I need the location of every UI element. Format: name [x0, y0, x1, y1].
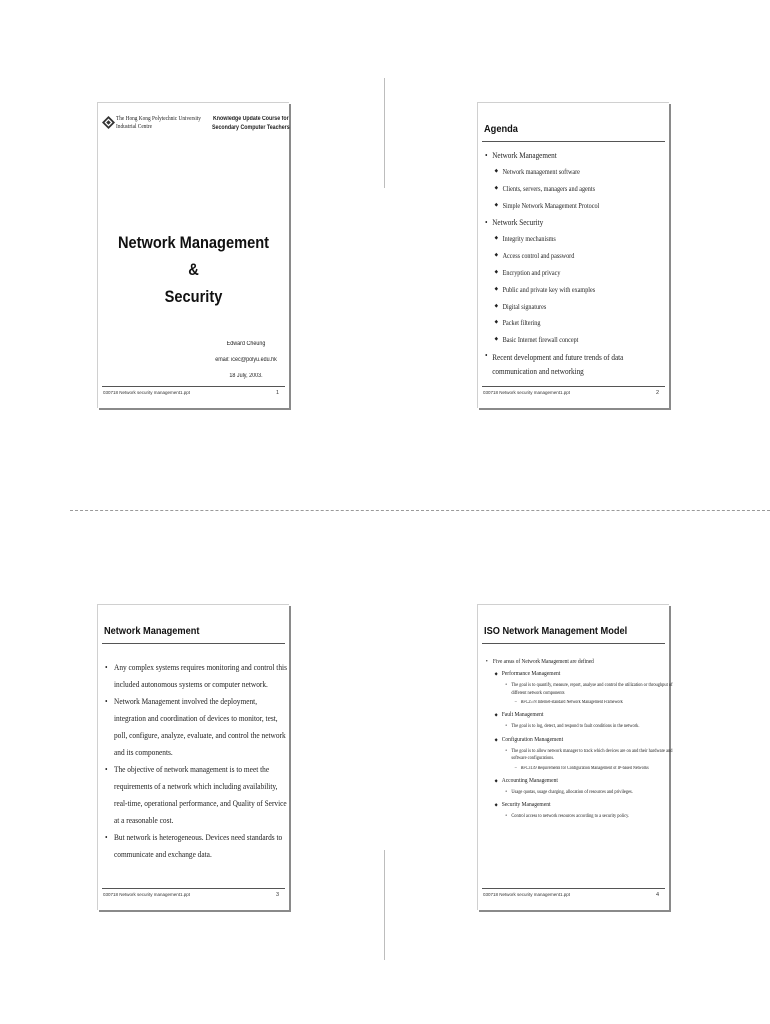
page-number: 1: [275, 390, 279, 396]
slide-footer: 030718 Network security management1.ppt: [483, 892, 571, 897]
list-item: • Recent development and future trends of data communication and networking: [485, 349, 654, 379]
university-name: The Hong Kong Polytechnic University: [116, 115, 201, 122]
list-item: • The goal is to quantify, measure, report, analyse and control the utilization or throughput of different network components: [485, 680, 673, 699]
centre-name: Industrial Centre: [116, 122, 152, 130]
cut-line-vertical-top: [384, 78, 385, 188]
list-item: ◆ Encryption and privacy: [485, 265, 643, 282]
page-number: 2: [655, 390, 659, 396]
title-line-2: Security: [164, 287, 223, 306]
slide-footer: 030718 Network security management1.ppt: [103, 892, 191, 897]
iso-areas-list: [485, 657, 673, 823]
list-item: • The goal is to log, detect, and respond to fault conditions in the network.: [485, 721, 673, 733]
list-item: – RFC2578 Internet-standard Network Management Framework: [485, 699, 682, 708]
list-item: – RFC3139 Requirements for Configuration Management of IP-based Networks: [485, 765, 682, 774]
list-item: ◆ Accounting Management: [485, 774, 645, 787]
footer-divider: [482, 386, 665, 387]
list-item: ◆ Public and private key with examples: [485, 282, 643, 299]
slide-title: Agenda: [484, 123, 518, 135]
title-line-1: Network Management &: [117, 233, 270, 279]
slide-2: [477, 102, 669, 408]
cut-line-vertical-bottom: [384, 850, 385, 960]
title-divider: [482, 643, 665, 644]
bullet-list: [105, 659, 287, 863]
list-item: ◆ Clients, servers, managers and agents: [485, 181, 643, 198]
list-item: • The objective of network management is to meet the requirements of a network which including availability, real-time, operational performance, and Quality of Service at a reasonable cost.: [105, 761, 290, 829]
list-item: ◆ Fault Management: [485, 708, 645, 721]
list-item: ◆ Integrity mechanisms: [485, 231, 643, 248]
list-item: • Any complex systems requires monitoring and control this included autonomous systems or computer network.: [105, 659, 290, 693]
list-item: ◆ Configuration Management: [485, 733, 645, 746]
slide-4: [477, 604, 673, 910]
list-item: • Network Management involved the deployment, integration and coordination of devices to monitor, test, poll, configure, analyze, evaluate, and control the network and its components.: [105, 693, 290, 761]
presentation-title: [111, 229, 275, 310]
course-line-2: Secondary Computer Teachers: [212, 125, 290, 131]
course-line-1: Knowledge Update Course for: [212, 116, 289, 122]
course-name-block: [212, 115, 290, 133]
list-item: ◆ Security Management: [485, 798, 645, 811]
list-item: • Network Management: [485, 147, 647, 164]
list-item: ◆ Network management software: [485, 164, 643, 181]
slide-footer: 030718 Network security management1.ppt: [103, 390, 191, 395]
list-item: • Five areas of Network Management are defined: [485, 657, 645, 667]
list-item: • The goal is to allow network manager to track which devices are on and their hardware and software configurations.: [485, 746, 673, 765]
university-logo-icon: [102, 116, 115, 129]
list-item: ◆ Performance Management: [485, 667, 645, 680]
title-divider: [482, 141, 665, 142]
list-item: • Network Security: [485, 214, 647, 231]
footer-divider: [102, 888, 285, 889]
list-item: • Usage quotas, usage charging, allocation of resources and privileges.: [485, 787, 673, 799]
page-number: 3: [275, 892, 279, 898]
list-item: ◆ Packet filtering: [485, 315, 643, 332]
list-item: • But network is heterogeneous. Devices need standards to communicate and exchange data.: [105, 829, 290, 863]
footer-divider: [482, 888, 665, 889]
presentation-date: 18 July, 2003.: [229, 373, 263, 379]
title-divider: [102, 643, 285, 644]
list-item: ◆ Digital signatures: [485, 299, 643, 316]
agenda-list: [485, 147, 665, 379]
slide-3: [97, 604, 289, 910]
list-item: ◆ Simple Network Management Protocol: [485, 198, 643, 215]
footer-divider: [102, 386, 285, 387]
university-name-block: [116, 115, 201, 130]
cut-line-horizontal: [70, 510, 770, 511]
list-item: • Control access to network resources according to a security policy.: [485, 811, 673, 823]
slide-1: [97, 102, 289, 408]
slide-footer: 030718 Network security management1.ppt: [483, 390, 571, 395]
author-email: email: icec@polyu.edu.hk: [215, 357, 277, 363]
author-name: Edward Cheung: [226, 341, 266, 347]
slide-title: ISO Network Management Model: [484, 625, 628, 637]
list-item: ◆ Access control and password: [485, 248, 643, 265]
slide-title: Network Management: [104, 625, 200, 637]
list-item: ◆ Basic Internet firewall concept: [485, 332, 643, 349]
page-number: 4: [655, 892, 659, 898]
